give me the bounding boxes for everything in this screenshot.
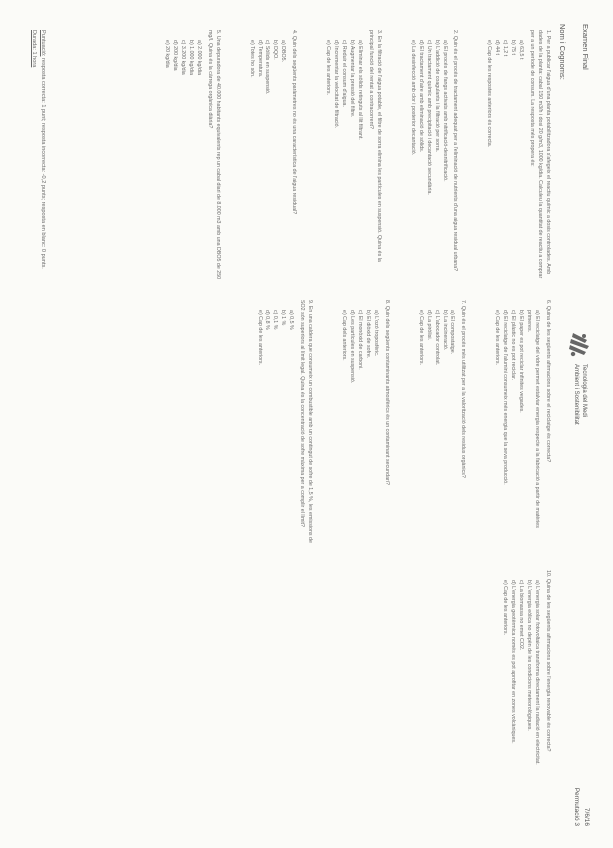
answer-option: b) 1 % xyxy=(280,310,287,326)
answer-option: c) El plàstic no es pot reciclar. xyxy=(510,310,517,381)
question-block xyxy=(408,30,459,280)
answer-option: b) L'energia eòlica no depèn de les condicions meteorològiques. xyxy=(526,580,533,731)
answer-option: b) El paper es pot reciclar infinites vegades. xyxy=(518,310,525,413)
question-stem: 10. Quina de les següents afirmacions sobre l'energia renovable és correcta? xyxy=(545,570,551,752)
answer-option: c) 0,1 % xyxy=(272,310,279,330)
exam-meta xyxy=(572,788,592,826)
question-block xyxy=(492,300,551,550)
question-block xyxy=(485,30,552,280)
answer-option: c) 1,2 t xyxy=(502,40,509,57)
answer-option: a) 2.000 kg/dia xyxy=(195,40,202,76)
question-stem: 2. Quin és el procés de tractament adequat per a l'eliminació de nutrients d'una aigua residual urbana? xyxy=(452,30,459,272)
answer-option: e) Cap de les anteriors. xyxy=(256,310,263,366)
answer-option: d) Temperatura. xyxy=(256,40,263,78)
student-header xyxy=(545,24,592,80)
questions-column-2 xyxy=(229,300,551,550)
answer-option: b) DQO. xyxy=(272,40,279,60)
question-stem: 4. Quin dels següents paràmetres no és una característica de l'aigua residual? xyxy=(291,30,298,215)
answer-option: d) Les partícules en suspensió. xyxy=(349,310,356,384)
scoring-text: resposta correcta: 1 punt; resposta incorrecta: -0,2 punts; resposta en blanc: 0 punts. xyxy=(40,58,46,269)
question-block xyxy=(162,30,221,280)
surname-label: Nom i Cognoms: xyxy=(557,24,567,80)
answer-option: c) La biomassa no emet CO2. xyxy=(518,580,525,651)
institution-line-2: Ambient i Sostenibilitat xyxy=(573,364,579,425)
answer-option: b) El diòxid de sofre. xyxy=(364,310,371,359)
answer-option: a) L'ozó troposfèric. xyxy=(372,310,379,357)
answer-option: a) El procés de fangs activats amb nitrificació-desnitrificació. xyxy=(441,40,448,182)
question-stem: 9. En una caldera que consumeix un combustible amb un contingut de sofre de 1,5 %, les emissions de SO2 són superiors al límit legal. Quina és la concentració de sofre màxima per a complir el límit? xyxy=(299,300,314,543)
answer-option: c) Sòlids en suspensió. xyxy=(264,40,271,95)
answer-option: a) 63,5 t xyxy=(518,40,525,60)
question-stem: 3. En la filtració de l'aigua potable, el filtre de sorra elimina les partícules en suspensió. Quina és la principal funció del rentat a contracorrent? xyxy=(367,30,382,262)
questions-column-1 xyxy=(136,30,551,280)
question-block xyxy=(323,30,382,280)
answer-option: b) 75 t xyxy=(510,40,517,56)
institution-line-1: Tecnologia del Medi xyxy=(581,364,588,418)
question-block xyxy=(255,300,314,550)
scoring-label: Puntuació: xyxy=(40,30,46,57)
question-stem: 6. Quina de les següents afirmacions sobre el reciclatge és correcta? xyxy=(545,300,551,463)
answer-option: a) L'energia solar fotovoltaica transforma directament la radiació en electricitat. xyxy=(534,580,541,765)
exam-date: 7/6/16 xyxy=(583,807,590,826)
answer-option: e) Cap dels anteriors. xyxy=(341,310,348,361)
answer-option: e) Totes ho són. xyxy=(248,40,255,78)
answer-option: a) 0,5 % xyxy=(288,310,295,330)
exam-model: Permutació 3 xyxy=(573,787,581,826)
answer-option: d) El reciclatge de l'alumini consumeix més energia que la seva producció. xyxy=(502,310,509,485)
answer-option: d) La piròlisi. xyxy=(425,310,432,341)
answer-option: a) DBO5. xyxy=(280,40,287,63)
answer-option: a) El compostatge. xyxy=(449,310,456,355)
question-stem: 7. Quin és el procés més utilitzat per a la valorització dels residus orgànics? xyxy=(460,300,467,478)
exam-footer xyxy=(29,30,47,590)
answer-option: b) Augmentar la pressió del filtre. xyxy=(349,40,356,118)
answer-option: b) L'addició de coagulants i la filtració per sorra. xyxy=(433,40,440,153)
answer-option: b) La incineració. xyxy=(441,310,448,351)
answer-option: d) 200 kg/dia xyxy=(172,40,178,71)
question-block xyxy=(339,300,390,550)
question-stem: 1. Per a publicar l'aigua d'una planta potabilitzadora s'afegeix el reactiu químic a dosis controlades. Amb dades de la planta: cabal 150 m3/h i dosi 20 g/m3, 1000 kg/dia. Calculeu la quantitat de reactiu a comprar per a un període de consum. La resposta més propera és: xyxy=(529,30,551,279)
answer-option: a) El reciclatge del vidre permet estalviar energia respecte a la fabricació a partir de matèries primeres. xyxy=(526,310,541,528)
answer-option: c) Un tractament químic amb precipitació i decantació secundària. xyxy=(425,40,432,195)
answer-option: d) El tractament d'aire amb eliminació de sòlids. xyxy=(417,40,424,153)
answer-option: d) 44 t xyxy=(494,40,501,56)
answer-option: e) Cap de les anteriors. xyxy=(417,310,424,366)
question-block xyxy=(247,30,298,280)
question-stem: 5. Una depuradora de 40.000 habitants equivalents rep un cabal diari de 8.000 m3 amb una DBO5 de 250 mg/l. Quina és la càrrega orgànica diària? xyxy=(206,30,221,280)
questions-column-3 xyxy=(474,570,551,820)
exam-title: Examen Final xyxy=(581,24,590,70)
institution-header xyxy=(567,330,593,425)
answer-option: d) 0,8 % xyxy=(264,310,271,330)
answer-option: c) L'abocador controlat. xyxy=(433,310,440,366)
question-stem: 8. Quin dels següents contaminants atmosfèrics és un contaminant secundari? xyxy=(383,300,390,485)
question-block xyxy=(500,570,551,820)
answer-option: b) 1.000 kg/dia xyxy=(187,40,194,76)
answer-option: a) Eliminar els sòlids retinguts al llit filtrant. xyxy=(357,40,363,140)
question-block xyxy=(416,300,467,550)
answer-option: c) El monòxid de carboni. xyxy=(357,310,363,370)
answer-option: e) Cap de les anteriors. xyxy=(494,310,501,366)
answer-option: e) Cap de les respostes anteriors és correcta. xyxy=(486,40,493,148)
answer-option: e) La desinfecció amb clor i posterior decantació. xyxy=(409,40,416,156)
answer-option: e) Cap de les anteriors. xyxy=(325,40,332,96)
answer-option: c) 3.200 kg/dia xyxy=(179,40,186,75)
duration-label: Durada: 1 hora xyxy=(31,30,38,68)
answer-option: c) Reduir el consum d'aigua. xyxy=(341,40,348,107)
answer-option: d) Incrementar la velocitat de filtració. xyxy=(333,40,340,129)
answer-option: e) 20 kg/dia xyxy=(164,40,171,68)
institution-logo-icon xyxy=(567,330,593,360)
answer-option: d) L'energia geotèrmica només es pot aprofitar en zones volcàniques. xyxy=(510,580,517,744)
answer-option: e) Cap de les anteriors. xyxy=(502,580,509,636)
